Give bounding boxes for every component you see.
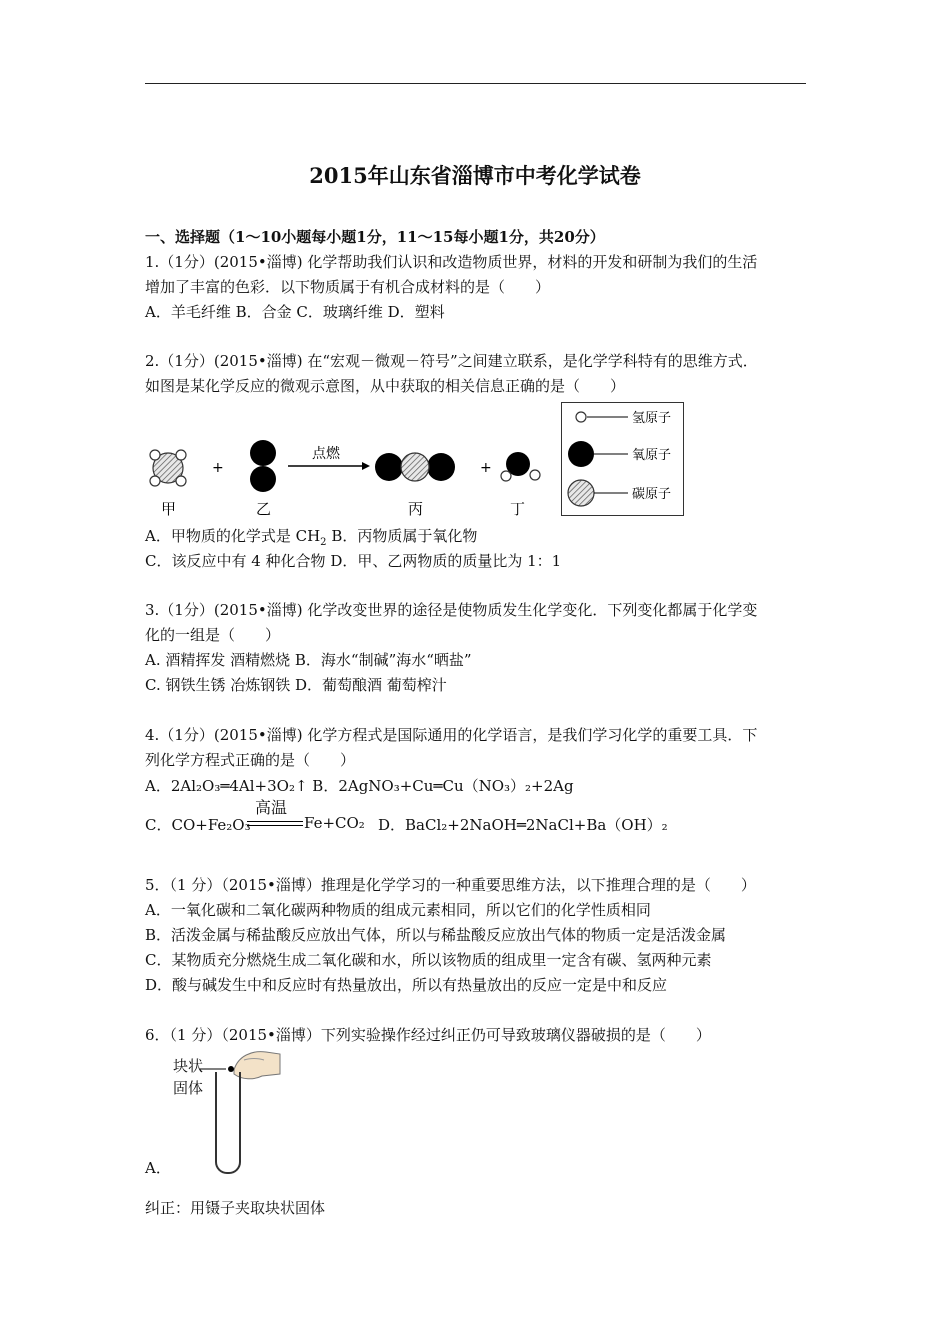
plus-sign-2: + xyxy=(480,460,492,476)
q1-options: A．羊毛纤维 B．合金 C．玻璃纤维 D．塑料 xyxy=(145,303,445,321)
q2-option-cd: C．该反应中有 4 种化合物 D．甲、乙两物质的质量比为 1：1 xyxy=(145,552,562,570)
legend-box xyxy=(561,402,684,516)
molecule-jia xyxy=(150,450,186,486)
oxygen-atom-icon xyxy=(568,441,594,467)
q6-fig-label-2: 固体 xyxy=(173,1079,204,1097)
q5-option-d: D．酸与碱发生中和反应时有热量放出，所以有热量放出的反应一定是中和反应 xyxy=(145,976,668,994)
q6-line1: 6．（1 分）（2015•淄博）下列实验操作经过纠正仍可导致玻璃仪器破损的是（ ） xyxy=(145,1026,711,1044)
test-tube-icon xyxy=(215,1072,241,1174)
label-jia: 甲 xyxy=(161,500,177,518)
q5-option-c: C．某物质充分燃烧生成二氧化碳和水，所以该物质的组成里一定含有碳、氢两种元素 xyxy=(145,951,712,969)
q1-line1: 1.（1分）(2015•淄博) 化学帮助我们认识和改造物质世界，材料的开发和研制为我们的生活 xyxy=(145,253,758,271)
q6-fig-label-1: 块状 xyxy=(173,1057,204,1075)
section-heading: 一、选择题（1～10小题每小题1分，11～15每小题1分，共20分） xyxy=(145,228,605,246)
q3-line2: 化的一组是（ ） xyxy=(145,626,281,644)
q5-line1: 5．（1 分）（2015•淄博）推理是化学学习的一种重要思维方法，以下推理合理的是（ ） xyxy=(145,876,756,894)
label-yi: 乙 xyxy=(256,500,272,518)
top-rule xyxy=(145,83,806,84)
page-title: 2015年山东省淄博市中考化学试卷 xyxy=(309,163,641,188)
q5-option-b: B．活泼金属与稀盐酸反应放出气体，所以与稀盐酸反应放出气体的物质一定是活泼金属 xyxy=(145,926,727,944)
label-ding: 丁 xyxy=(510,500,526,518)
legend-hydrogen: 氢原子 xyxy=(632,411,672,426)
q3-option-ab: A. 酒精挥发 酒精燃烧 B．海水“制碱”海水“晒盐” xyxy=(145,651,472,669)
q4-option-ab: A．2Al₂O₃═4Al+3O₂↑ B．2AgNO₃+Cu═Cu（NO₃）₂+2Ag xyxy=(145,777,574,795)
arrow-condition: 点燃 xyxy=(312,446,340,462)
q1-line2: 增加了丰富的色彩．以下物质属于有机合成材料的是（ ） xyxy=(145,278,551,296)
q6-option-a: A． xyxy=(145,1159,171,1177)
q6-correction: 纠正：用镊子夹取块状固体 xyxy=(145,1199,326,1217)
legend-oxygen: 氧原子 xyxy=(632,448,672,463)
q2-option-ab: A．甲物质的化学式是 $CH_2$ B．丙物质属于氧化物 xyxy=(145,527,478,548)
molecule-bing xyxy=(375,453,455,481)
q4-option-c-left: C．CO+Fe₂O₃ xyxy=(145,816,251,834)
arrow-head-icon xyxy=(362,462,370,470)
legend-carbon: 碳原子 xyxy=(632,487,672,502)
q4-equals-bar xyxy=(247,821,303,826)
q4-condition: 高温 xyxy=(255,798,288,817)
q3-line1: 3.（1分）(2015•淄博) 化学改变世界的途径是使物质发生化学变化．下列变化都属于化学变 xyxy=(145,601,758,619)
q3-option-cd: C. 钢铁生锈 冶炼钢铁 D．葡萄酿酒 葡萄榨汁 xyxy=(145,676,447,694)
molecule-ding xyxy=(501,452,540,481)
q4-option-c-right: Fe+CO₂ xyxy=(304,814,365,832)
hand-holding-solid-icon xyxy=(200,1046,282,1086)
q4-line2: 列化学方程式正确的是（ ） xyxy=(145,751,356,769)
plus-sign-1: + xyxy=(212,460,224,476)
q2-line1: 2.（1分）(2015•淄博) 在“宏观－微观－符号”之间建立联系，是化学学科特有的思维方式． xyxy=(145,352,758,370)
label-bing: 丙 xyxy=(408,500,424,518)
hydrogen-atom-icon xyxy=(576,412,586,422)
q4-line1: 4.（1分）(2015•淄博) 化学方程式是国际通用的化学语言，是我们学习化学的重要工具．下 xyxy=(145,726,758,744)
molecule-yi xyxy=(250,440,276,492)
carbon-atom-icon xyxy=(568,480,594,506)
q4-option-d: D．BaCl₂+2NaOH═2NaCl+Ba（OH）₂ xyxy=(378,816,668,834)
q5-option-a: A．一氧化碳和二氧化碳两种物质的组成元素相同，所以它们的化学性质相同 xyxy=(145,901,651,919)
q2-line2: 如图是某化学反应的微观示意图，从中获取的相关信息正确的是（ ） xyxy=(145,377,626,395)
